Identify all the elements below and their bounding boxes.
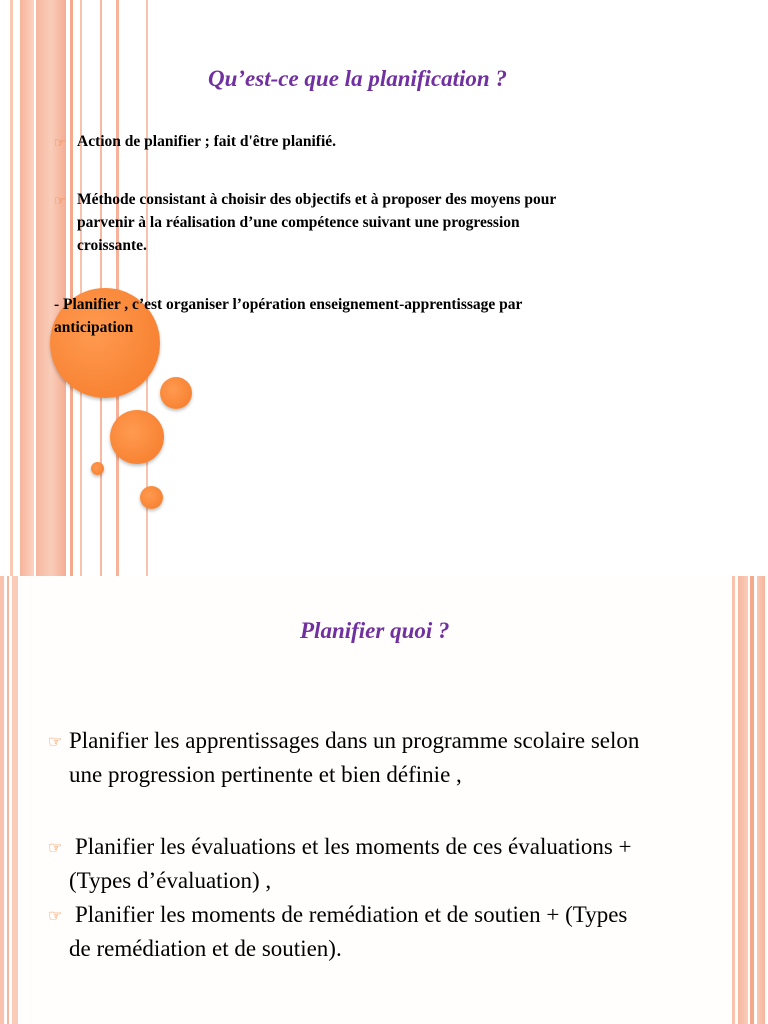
bullet-text: croissante. bbox=[77, 237, 147, 254]
hand-pointer-icon: ☞ bbox=[48, 734, 63, 751]
decorative-circle bbox=[160, 377, 192, 409]
decorative-stripe bbox=[10, 0, 13, 576]
slide-title: Qu’est-ce que la planification ? bbox=[208, 66, 507, 91]
decorative-stripe bbox=[0, 576, 4, 1024]
bullet-text: Planifier les apprentissages dans un programme scolaire selon bbox=[69, 728, 640, 753]
decorative-stripe bbox=[738, 576, 748, 1024]
hand-pointer-icon: ☞ bbox=[48, 840, 63, 857]
decorative-stripe bbox=[20, 0, 34, 576]
bullet-text: Planifier les moments de remédiation et de soutien + (Types bbox=[75, 902, 628, 927]
decorative-circle bbox=[91, 462, 104, 475]
bullet-text: de remédiation et de soutien). bbox=[69, 936, 342, 961]
decorative-stripe bbox=[80, 0, 82, 576]
decorative-stripe bbox=[70, 0, 73, 576]
slide-title: Planifier quoi ? bbox=[300, 618, 450, 643]
bullet-text: Planifier les évaluations et les moments de ces évaluations + bbox=[75, 834, 632, 859]
note-text: anticipation bbox=[54, 319, 134, 336]
decorative-stripe bbox=[757, 576, 765, 1024]
hand-pointer-icon: ☞ bbox=[48, 908, 63, 925]
hand-pointer-icon: ☞ bbox=[54, 193, 66, 208]
note-text: - Planifier , c’est organiser l’opération enseignement-apprentissage par bbox=[54, 296, 523, 313]
bullet-text: Méthode consistant à choisir des objectifs et à proposer des moyens pour bbox=[77, 191, 557, 208]
decorative-circle bbox=[140, 486, 163, 509]
bullet-text: parvenir à la réalisation d’une compétence suivant une progression bbox=[77, 214, 520, 231]
bullet-text: une progression pertinente et bien définie , bbox=[69, 762, 462, 787]
decorative-circle bbox=[110, 410, 164, 464]
decorative-stripe bbox=[7, 576, 9, 1024]
decorative-stripe bbox=[36, 0, 66, 576]
decorative-stripe bbox=[750, 576, 754, 1024]
decorative-stripe bbox=[116, 0, 119, 576]
slide-planifier-quoi bbox=[0, 576, 768, 1024]
decorative-stripe bbox=[12, 576, 18, 1024]
bullet-text: (Types d’évaluation) , bbox=[69, 868, 272, 893]
bullet-text: Action de planifier ; fait d'être planifié. bbox=[77, 133, 337, 150]
hand-pointer-icon: ☞ bbox=[54, 135, 66, 150]
decorative-stripe bbox=[732, 576, 735, 1024]
